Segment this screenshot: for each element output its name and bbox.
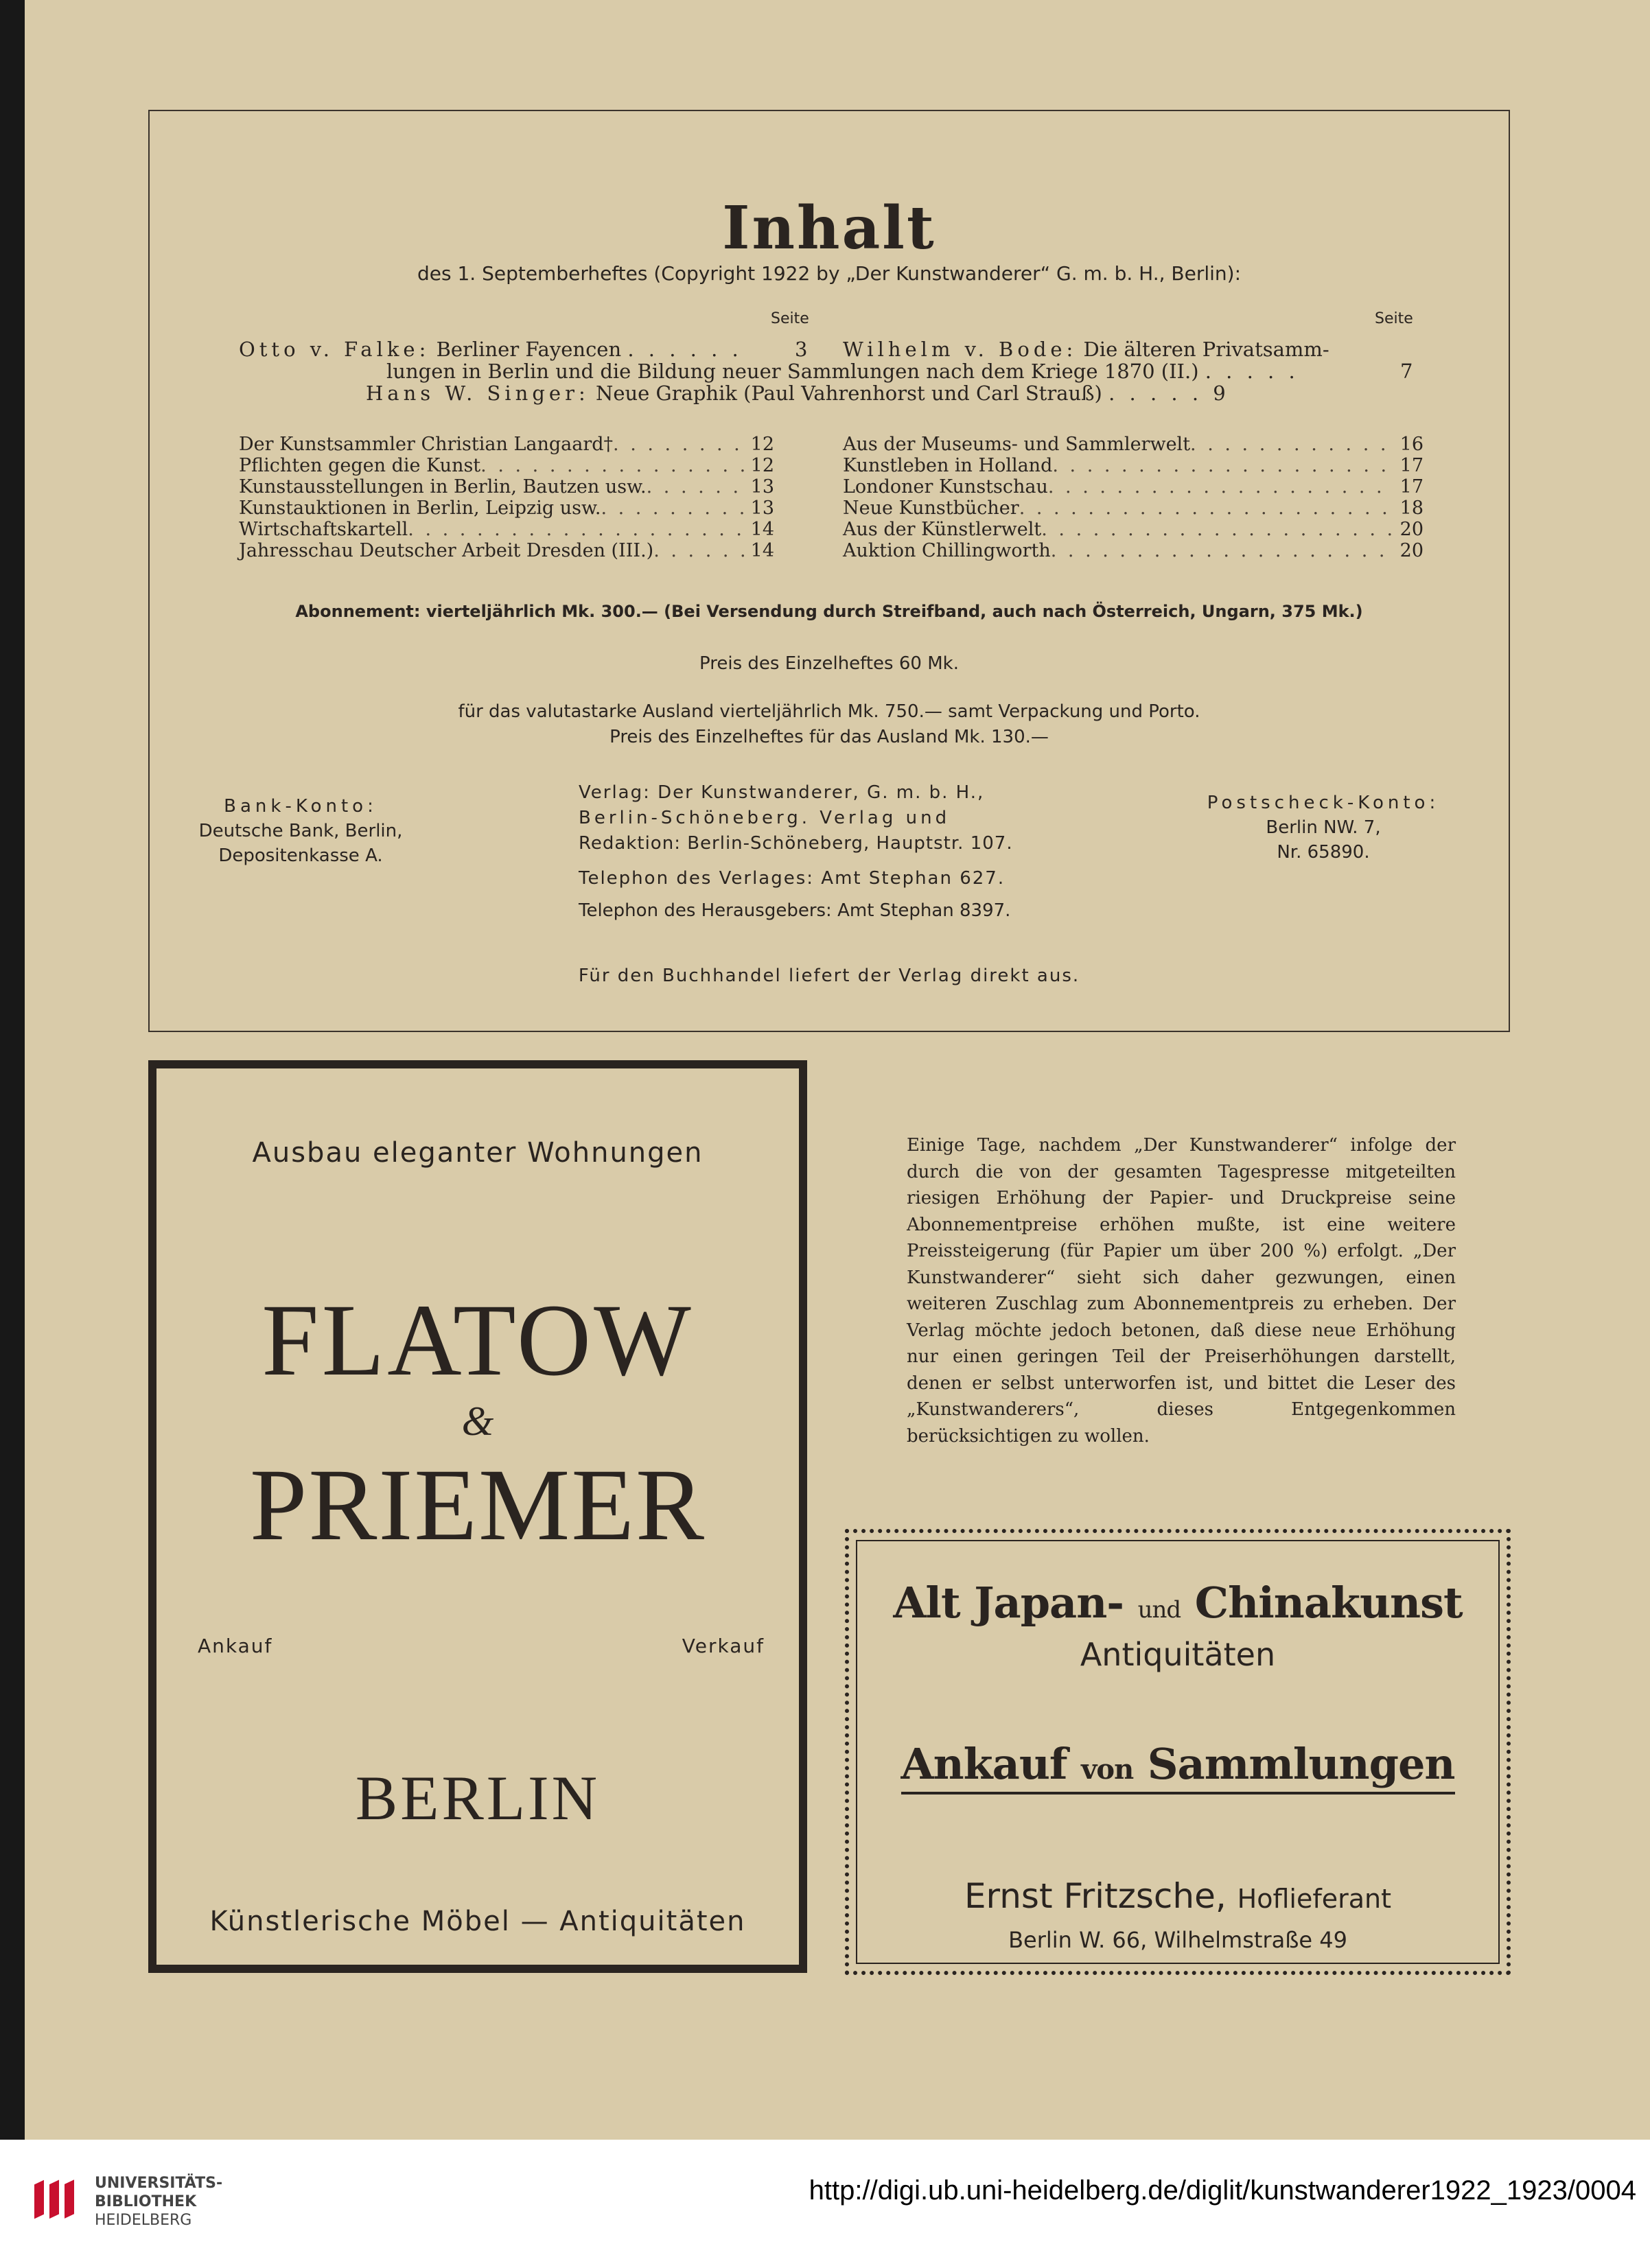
headline-part: Alt Japan- <box>893 1578 1124 1628</box>
toc-item: Kunstleben in Holland . . . 17 <box>843 455 1424 476</box>
verlag-block <box>579 780 1100 924</box>
toc-feature <box>239 338 743 361</box>
library-name-line: HEIDELBERG <box>95 2212 192 2229</box>
postscheck-label: Postscheck-Konto: <box>1207 793 1440 813</box>
bank-konto <box>191 794 410 868</box>
feature-title: Die älteren Privatsamm- <box>1083 338 1329 361</box>
library-name-line: BIBLIOTHEK <box>95 2193 197 2210</box>
preis-einzelheft: Preis des Einzelheftes 60 Mk. <box>699 653 959 674</box>
toc-item: Aus der Museums- und Sammlerwelt . . . 16 <box>843 434 1424 455</box>
feature-page: 9 <box>1213 382 1226 405</box>
postscheck-number: Nr. 65890. <box>1277 842 1370 863</box>
toc-item: Jahresschau Deutscher Arbeit Dresden (III.) . . . 14 <box>239 540 774 561</box>
ad-city: BERLIN <box>355 1763 601 1833</box>
ad-ankauf: Ankauf <box>198 1635 273 1657</box>
buchhandel-line: Für den Buchhandel liefert der Verlag direkt aus. <box>578 966 1080 986</box>
ad-ampersand: & <box>461 1399 494 1444</box>
toc-feature-cont <box>386 360 1299 383</box>
ad-dealer <box>849 1876 1507 1916</box>
verlag-line: Redaktion: Berlin-Schöneberg, Hauptstr. 107. <box>579 833 1013 854</box>
ankauf-von: von <box>1081 1753 1134 1786</box>
postscheck-city: Berlin NW. 7, <box>1266 817 1381 838</box>
price-increase-notice: Einige Tage, nachdem „Der Kunstwanderer“ infolge der durch die von der gesamten Tagespresse mitgeteilten riesigen Erhöhung der Papier- und Druckpreise seine Abonnementpreise erhöhen mußte, ist eine weitere Preissteigerung (für Papier um über 200 %) erfolgt. „Der Kunstwanderer“ sieht sich daher gezwungen, einen weiteren Zuschlag zum Abonnementpreis zu erheben. Der Verlag möchte jedoch betonen, daß diese neue Erhöhung nur einen geringen Teil der Preiserhöhungen darstellt, denen er selbst unterworfen ist, und bittet die Leser des „Kunstwanderers“, dieses Entgegenkommen berücksichtigen zu wollen. <box>907 1135 1456 1447</box>
toc-item: Wirtschaftskartell . . . 14 <box>239 519 774 540</box>
toc-item: Kunstauktionen in Berlin, Leipzig usw. . . . 13 <box>239 498 774 519</box>
verlag-line: Verlag: Der Kunstwanderer, G. m. b. H., <box>579 782 985 803</box>
toc-item: Neue Kunstbücher . . . 18 <box>843 498 1424 519</box>
toc-item: Kunstausstellungen in Berlin, Bautzen usw. . . . 13 <box>239 476 774 498</box>
toc-feature <box>366 382 1226 405</box>
headline-und: und <box>1137 1596 1181 1624</box>
seite-label-left: Seite <box>771 310 809 327</box>
feature-author: Wilhelm v. Bode: <box>843 338 1078 361</box>
toc-list-left <box>239 434 774 561</box>
bank-konto-label: Bank-Konto: <box>224 796 377 817</box>
telephon-verlag: Telephon des Verlages: Amt Stephan 627. <box>579 868 1006 889</box>
toc-box <box>148 110 1510 1032</box>
ausland-price-2: Preis des Einzelheftes für das Ausland Mk. 130.— <box>609 727 1049 747</box>
feature-title-cont: lungen in Berlin und die Bildung neuer Sammlungen nach dem Kriege 1870 (II.) <box>386 360 1199 383</box>
toc-title: Inhalt <box>722 194 936 263</box>
feature-title: Neue Graphik (Paul Vahrenhorst und Carl Strauß) <box>595 382 1102 405</box>
toc-item: Londoner Kunstschau . . . 17 <box>843 476 1424 498</box>
ad-fritzsche <box>845 1529 1511 1975</box>
dealer-name: Ernst Fritzsche, <box>964 1876 1227 1916</box>
dot-leader: . . . . . . <box>627 338 743 361</box>
ankauf-underlined <box>901 1739 1455 1794</box>
footer-bar <box>0 2140 1650 2268</box>
abonnement-line: Abonnement: vierteljährlich Mk. 300.— (Bei Versendung durch Streifband, auch nach Österreich, Ungarn, 375 Mk.) <box>295 602 1363 621</box>
bank-branch: Depositenkasse A. <box>218 845 383 866</box>
feature-author: Hans W. Singer: <box>366 382 590 405</box>
ad-bottom-line: Künstlerische Möbel — Antiquitäten <box>209 1906 746 1937</box>
ad-name-flatow: FLATOW <box>262 1283 694 1397</box>
library-name-line: UNIVERSITÄTS- <box>95 2175 223 2192</box>
feature-title: Berliner Fayencen <box>436 338 622 361</box>
ad-tagline: Ausbau eleganter Wohnungen <box>252 1137 704 1169</box>
library-name <box>95 2174 222 2230</box>
feature-author: Otto v. Falke: <box>239 338 430 361</box>
verlag-line: Berlin-Schöneberg. Verlag und <box>579 808 951 828</box>
headline-part: Chinakunst <box>1194 1578 1463 1628</box>
toc-item: Der Kunstsammler Christian Langaard† . . . 12 <box>239 434 774 455</box>
toc-feature <box>843 338 1329 361</box>
feature-page: 3 <box>795 338 808 361</box>
toc-item: Auktion Chillingworth . . . 20 <box>843 540 1424 561</box>
scanned-page <box>25 0 1650 2140</box>
toc-item: Aus der Künstlerwelt . . . 20 <box>843 519 1424 540</box>
dot-leader: . . . . . <box>1108 382 1213 405</box>
ad-ankauf-line <box>849 1739 1507 1789</box>
library-logo-icon <box>27 2167 89 2229</box>
feature-page: 7 <box>1400 360 1413 383</box>
toc-subtitle: des 1. Septemberheftes (Copyright 1922 by „Der Kunstwanderer“ G. m. b. H., Berlin): <box>417 262 1242 285</box>
seite-label-right: Seite <box>1375 310 1413 327</box>
postscheck-konto <box>1179 791 1467 865</box>
dot-leader: . . . . . <box>1205 360 1299 383</box>
dealer-title: Hoflieferant <box>1237 1884 1392 1914</box>
source-url-link[interactable]: http://digi.ub.uni-heidelberg.de/diglit/kunstwanderer1922_1923/0004 <box>809 2175 1636 2206</box>
ankauf-part: Ankauf <box>900 1739 1067 1789</box>
ausland-price-1: für das valutastarke Ausland vierteljährlich Mk. 750.— samt Verpackung und Porto. <box>458 701 1200 722</box>
ad-verkauf: Verkauf <box>682 1635 765 1657</box>
ad-address: Berlin W. 66, Wilhelmstraße 49 <box>1008 1927 1347 1953</box>
telephon-herausgeber: Telephon des Herausgebers: Amt Stephan 8397. <box>579 900 1011 921</box>
ad-name-priemer: PRIEMER <box>249 1448 706 1562</box>
bank-name: Deutsche Bank, Berlin, <box>198 821 403 841</box>
ankauf-part: Sammlungen <box>1147 1739 1455 1789</box>
ad-flatow-priemer <box>148 1060 807 1973</box>
ad-subline: Antiquitäten <box>1080 1636 1276 1673</box>
toc-list-right <box>843 434 1424 561</box>
toc-item: Pflichten gegen die Kunst . . . 12 <box>239 455 774 476</box>
ad-headline <box>849 1578 1507 1628</box>
